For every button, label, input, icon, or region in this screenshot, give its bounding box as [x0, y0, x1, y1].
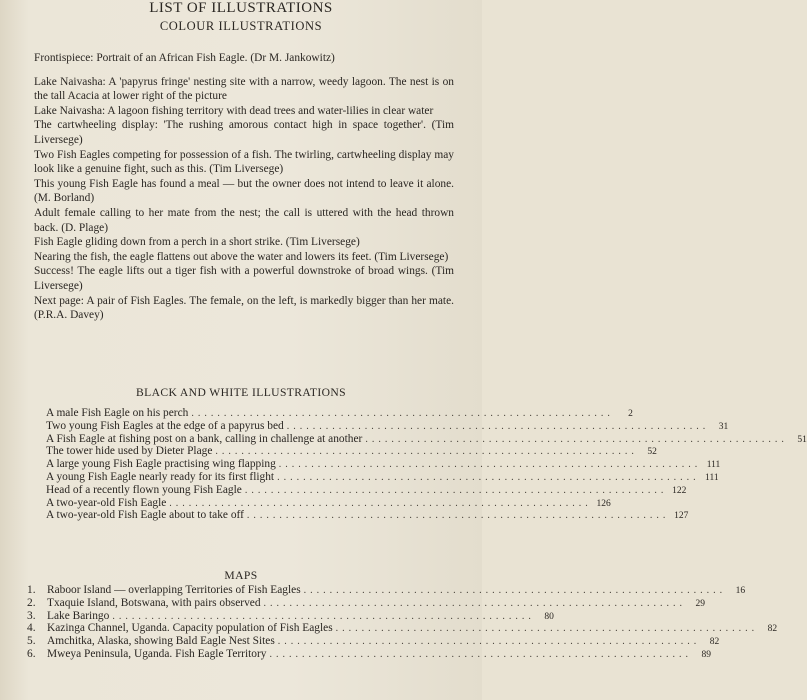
entry-text: Amchitka, Alaska, showing Bald Eagle Nest Sites [47, 635, 275, 648]
bw-entry [46, 483, 687, 498]
entry-text: A young Fish Eagle nearly ready for its first flight [46, 470, 275, 483]
page-number: 51 [797, 434, 807, 445]
map-entry [27, 647, 711, 662]
colour-entry: Next page: A pair of Fish Eagles. The female, on the left, is markedly bigger than her mate. (P.R.A. Davey) [34, 294, 454, 322]
frontispiece-entry: Frontispiece: Portrait of an African Fish Eagle. (Dr M. Jankowitz) [34, 52, 335, 64]
dot-leader: ................................................................. [169, 497, 592, 509]
dot-leader: ................................................................. [277, 636, 701, 648]
maps-section-heading: MAPS [224, 569, 258, 582]
bw-entry [46, 509, 689, 523]
colour-entry: The cartwheeling display: 'The rushing amorous contact high in space together'. (Tim Liversege) [34, 119, 454, 146]
dot-leader: ................................................................. [365, 433, 788, 445]
page-number: 126 [596, 498, 611, 509]
entry-text: A two-year-old Fish Eagle about to take off [46, 509, 244, 522]
dot-leader: ................................................................. [278, 459, 702, 471]
dot-leader: ................................................................. [244, 484, 668, 496]
page-number: 122 [672, 485, 687, 496]
entry-text: Head of a recently flown young Fish Eagle [46, 483, 242, 496]
page-number: 29 [695, 598, 706, 609]
dot-leader: ................................................................. [112, 610, 535, 622]
colour-entry: Nearing the fish, the eagle flattens out above the water and lowers its feet. (Tim Liversege) [34, 250, 449, 263]
colour-section-heading: COLOUR ILLUSTRATIONS [159, 19, 323, 33]
dot-leader: ................................................................. [246, 510, 670, 522]
entry-text: A large young Fish Eagle practising wing flapping [46, 458, 276, 471]
colour-entry: This young Fish Eagle has found a meal — but the owner does not intend to leave it alone. (M. Borland) [34, 177, 454, 205]
colour-entry: Lake Naivasha: A 'papyrus fringe' nesting site with a narrow, weedy lagoon. The nest is on the tall Acacia at lower right of the picture [34, 75, 454, 103]
map-number: 6. [27, 647, 36, 660]
dot-leader: ................................................................. [286, 420, 710, 432]
entry-text: Txaquie Island, Botswana, with pairs observed [47, 596, 261, 609]
entry-text: Kazinga Channel, Uganda. Capacity population of Fish Eagles [47, 622, 333, 635]
page-number: 52 [647, 447, 657, 458]
map-entry [27, 596, 706, 611]
colour-illustrations-list [34, 51, 454, 323]
dot-leader: ................................................................. [335, 623, 759, 635]
dot-leader: ................................................................. [303, 585, 727, 596]
entry-text: Two young Fish Eagles at the edge of a papyrus bed [46, 419, 284, 432]
dot-leader: ................................................................. [263, 597, 687, 609]
map-number: 4. [27, 622, 36, 635]
map-number: 2. [27, 596, 36, 609]
entry-text: Mweya Peninsula, Uganda. Fish Eagle Territory [47, 647, 267, 660]
colour-entry: Fish Eagle gliding down from a perch in a short strike. (Tim Liversege) [34, 236, 360, 249]
colour-entry: Adult female calling to her mate from the nest; the call is uttered with the head thrown back. (D. Plage) [34, 206, 454, 234]
entry-text: A male Fish Eagle on his perch [46, 407, 189, 419]
dot-leader: ................................................................. [191, 408, 614, 419]
map-number: 5. [27, 635, 36, 648]
bw-entry [46, 419, 729, 434]
entry-text: Lake Baringo [47, 609, 110, 622]
bw-entry [46, 407, 633, 421]
entry-text: Raboor Island — overlapping Territories of Fish Eagles [47, 584, 301, 596]
page-number: 82 [709, 637, 720, 648]
page-number: 2 [628, 409, 633, 419]
map-number: 3. [27, 609, 36, 622]
dot-leader: ................................................................. [269, 648, 692, 660]
page-number: 82 [767, 624, 778, 635]
page-number: 127 [674, 511, 689, 522]
map-number: 1. [27, 584, 36, 596]
colour-entry: Two Fish Eagles competing for possession of a fish. The twirling, cartwheeling display may look like a genuine fight, such as this. (Tim Liversege) [34, 148, 454, 176]
dot-leader: ................................................................. [277, 471, 700, 483]
maps-list [27, 584, 778, 662]
bw-entry [46, 470, 719, 485]
page-number: 80 [544, 611, 554, 622]
entry-text: A Fish Eagle at fishing post on a bank, calling in challenge at another [46, 432, 363, 445]
entry-text: The tower hide used by Dieter Plage [46, 445, 213, 458]
bw-section-heading: BLACK AND WHITE ILLUSTRATIONS [135, 386, 347, 399]
page-title: LIST OF ILLUSTRATIONS [149, 0, 333, 16]
bw-illustrations-list [46, 407, 807, 523]
page-number: 16 [735, 586, 746, 596]
dot-leader: ................................................................. [215, 446, 638, 458]
colour-entry: Success! The eagle lifts out a tiger fish with a powerful downstroke of broad wings. (Tim Liversege) [34, 265, 454, 292]
entry-text: A two-year-old Fish Eagle [46, 496, 167, 509]
map-entry [27, 584, 746, 598]
page-number: 111 [706, 460, 721, 471]
page-number: 31 [718, 421, 729, 432]
page-number: 111 [705, 472, 719, 483]
colour-entry: Lake Naivasha: A lagoon fishing territory with dead trees and water-lilies in clear water [34, 104, 434, 117]
page-number: 89 [701, 649, 711, 660]
